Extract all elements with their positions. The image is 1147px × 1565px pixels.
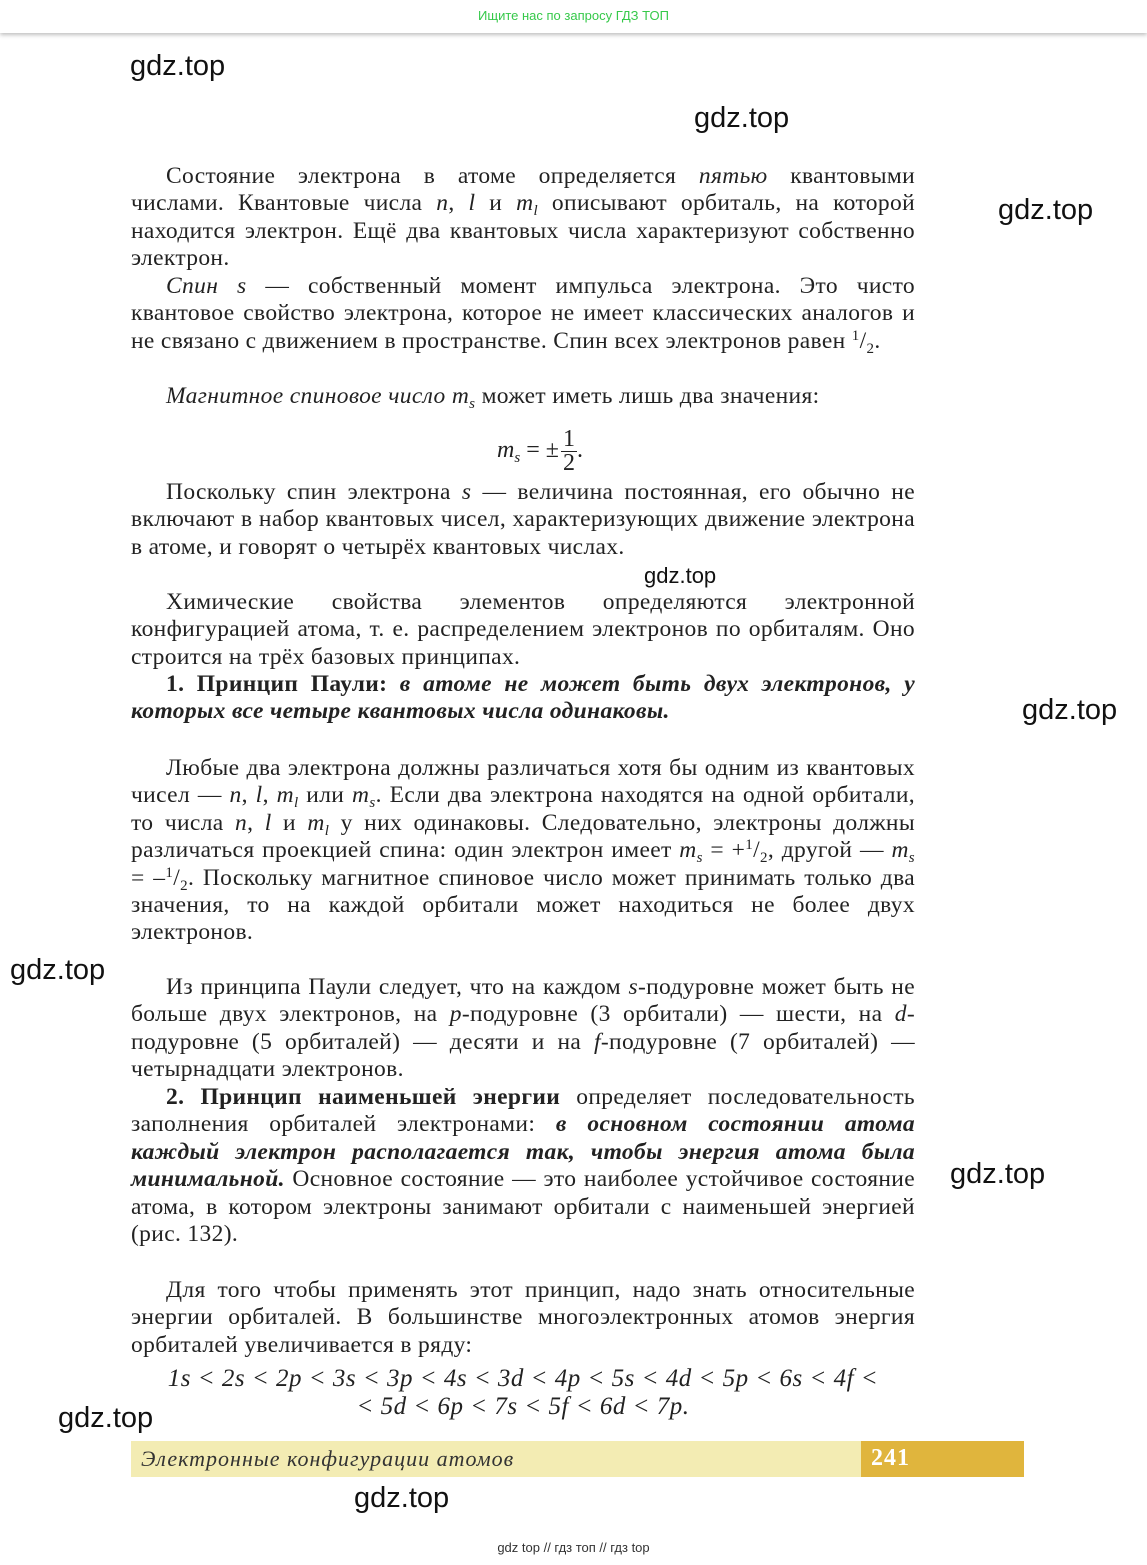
paragraph-spin: Спин s — собственный момент импульса электрона. Это чисто квантовое свойство электрона, которое не имеет классических аналогов и не связано с движением в пространстве. Спин всех электронов равен $^1/_2$.: [131, 273, 915, 357]
page-number: 241: [871, 1445, 910, 1471]
paragraph-magnetic-spin: Магнитное спиновое число $m_s$ может иметь лишь два значения:: [166, 383, 820, 412]
energy-series-line-2: < 5d < 6p < 7s < 5f < 6d < 7p.: [356, 1393, 690, 1420]
watermark: gdz.top: [130, 50, 226, 82]
paragraph-quantum-numbers: Состояние электрона в атоме определяется пятью квантовыми числами. Квантовые числа n, l и $m_l$ описывают орбиталь, на которой находится электрон. Ещё два квантовых числа характеризуют собственно электрон.: [131, 163, 915, 272]
spin-formula: $m_s$ = ± $\frac{1}{2}$ .: [497, 426, 583, 476]
watermark: gdz.top: [950, 1158, 1046, 1190]
paragraph-pauli-principle: 1. Принцип Паули: в атоме не может быть двух электронов, у которых все четыре квантовых числа одинаковы.: [131, 671, 915, 725]
paragraph-sublevels: Из принципа Паули следует, что на каждом s-подуровне может быть не больше двух электронов, на p-подуровне (3 орбитали) — шести, на d-подуровне (5 орбиталей) — десяти и на f-подуровне (7 орбиталей) — четырнадцати электронов.: [131, 974, 915, 1083]
watermark: gdz.top: [354, 1482, 450, 1514]
paragraph-pauli-explanation: Любые два электрона должны различаться хотя бы одним из квантовых чисел — n, l, $m_l$ или $m_s$. Если два электрона находятся на одной орбитали, то числа n, l и $m_l$ у них одинаковы. Следовательно, электроны должны различаться проекцией спина: один электрон имеет $m_s = +^1/_2$, другой — $m_s = -^1/_2$. Поскольку магнитное спиновое число может принимать только два значения, то на каждой орбитали может находиться не более двух электронов.: [131, 755, 915, 946]
footer-chapter-title: Электронные конфигурации атомов: [141, 1446, 515, 1471]
banner-text[interactable]: Ищите нас по запросу ГДЗ ТОП: [478, 8, 669, 23]
paragraph-least-energy: 2. Принцип наименьшей энергии определяет последовательность заполнения орбиталей электронами: в основном состоянии атома каждый электрон располагается так, чтобы энергия атома была минимальной. Основное состояние — это наиболее устойчивое состояние атома, в котором электроны занимают орбитали с наименьшей энергией (рис. 132).: [131, 1084, 915, 1248]
watermark: gdz.top: [58, 1402, 154, 1434]
watermark: gdz.top: [1022, 694, 1118, 726]
energy-series-line-1: 1s < 2s < 2p < 3s < 3p < 4s < 3d < 4p < 5s < 4d < 5p < 6s < 4f <: [167, 1365, 879, 1392]
watermark: gdz.top: [644, 563, 717, 588]
paragraph-four-numbers: Поскольку спин электрона s — величина постоянная, его обычно не включают в набор квантовых чисел, характеризующих движение электрона в атоме, и говорят о четырёх квантовых числах.: [131, 479, 916, 560]
watermark: gdz.top: [10, 954, 106, 986]
paragraph-chemical-properties: Химические свойства элементов определяются электронной конфигурацией атома, т. е. распределением электронов по орбиталям. Оно строится на трёх базовых принципах.: [131, 589, 915, 670]
top-banner: [0, 0, 1147, 33]
paragraph-orbital-energies: Для того чтобы применять этот принцип, надо знать относительные энергии орбиталей. В большинстве многоэлектронных атомов энергия орбиталей увеличивается в ряду:: [131, 1277, 915, 1358]
watermark: gdz.top: [694, 102, 790, 134]
bottom-links[interactable]: gdz top // гдз топ // гдз top: [497, 1540, 650, 1555]
watermark: gdz.top: [998, 194, 1094, 226]
